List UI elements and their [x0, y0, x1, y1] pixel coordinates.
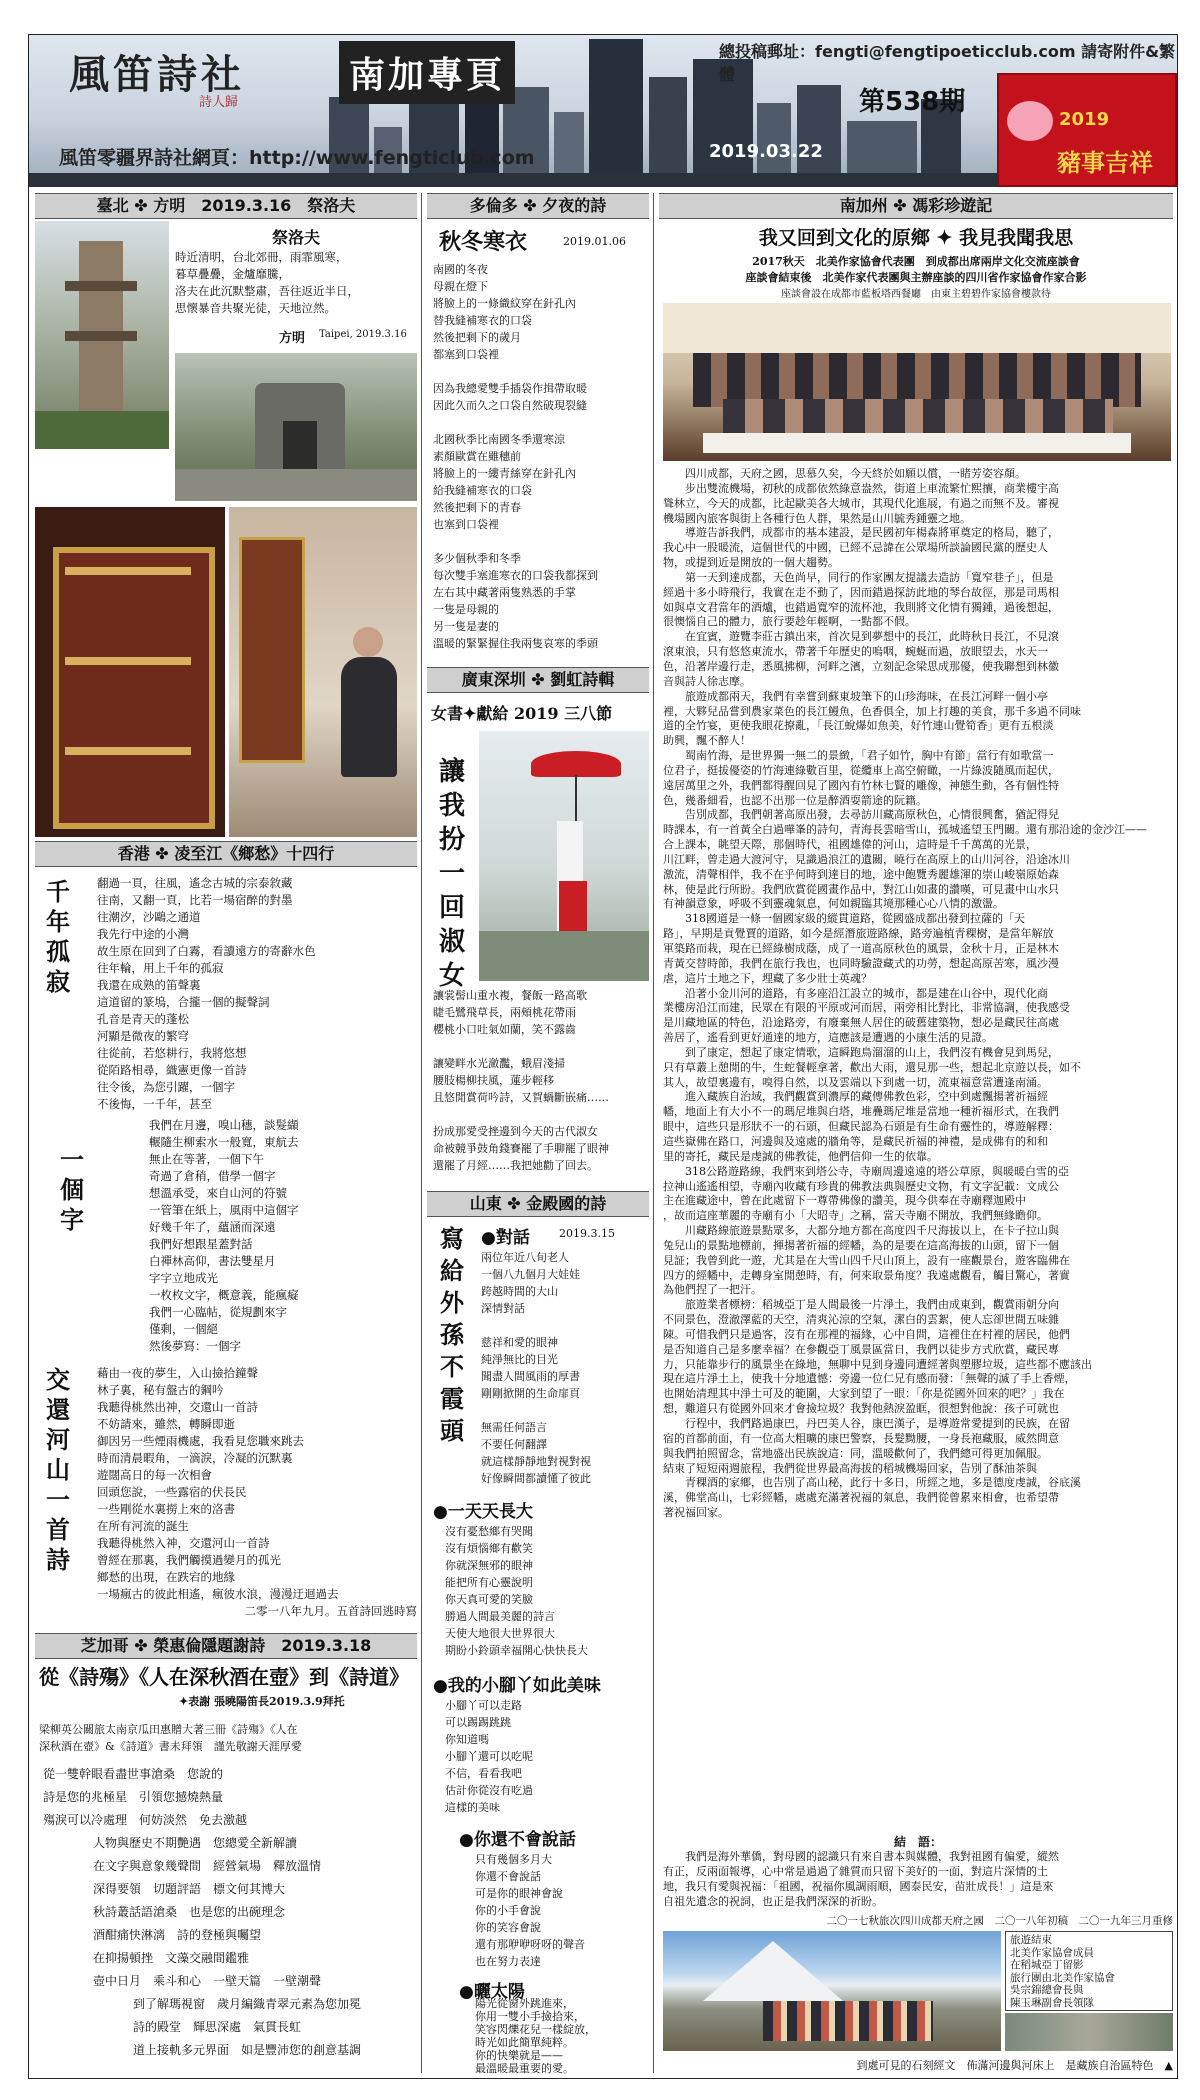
vertical-title-3: 交還河山一首詩	[46, 1365, 70, 1574]
column-divider-2	[653, 193, 654, 2073]
banner	[29, 35, 1177, 187]
website-link[interactable]: 風笛零疆界詩社網頁：http://www.fengticlub.com	[59, 147, 535, 169]
col1-header-chicago: 芝加哥 ✤ 榮惠倫隱題謝詩 2019.3.18	[35, 1633, 417, 1659]
pagoda-photo	[35, 221, 169, 449]
hk-stanza-2: 我們在月邊，嗅山穗，談髮纈 輾隨生柳索水一般寬，東航去 無止在等著，一個下午 奇過了倉稍，借學一個字 想溫承受，來自山河的符號 一管筆在紙上，風雨中這個字 好幾千年了，蘊涵而深遠 我們好想跟星蓋對話 白禪林高仰，書法雙星月 字字立地成光 一枚枚文字，概意義，能瘋癡 我們一心臨帖，從規劃來字 僅剩，一個絕 然後夢寫：一個字	[149, 1118, 299, 1353]
pig-year: 2019	[1059, 109, 1110, 130]
liu-vertical-title: 讓我扮一回淑女	[438, 757, 465, 991]
issue-date: 2019.03.22	[709, 141, 823, 162]
poem1-place-date: Taipei, 2019.3.16	[319, 329, 407, 340]
travelogue-body: 四川成都，天府之國，思慕久矣，今天終於如願以償，一睹芳姿容顏。 步出雙流機場，初秋的成都依然綠意盎然，街道上車流繁忙熙攘，商業樓宇高 聳林立，今天的成都，比起歐美各大城市，其現代化進展，有過之而無不及。審視 機場國內旅客與街上各種行色人群，果然是山川毓秀鍾靈之地。 導遊告訴我們，成都市的基本建設，是民國初年楊森將軍奠定的格局，聽了， 我心中一股暖流，這個世代的中國，已經不忌諱在公眾場所談論國民黨的歷史人 物，或提到近是開放的一個大趨勢。 第一天到達成都，天色尚早，同行的作家團友提議去造訪「寬窄巷子」，但是 經過十多小時飛行，我實在走不動了，因而錯過探訪此地的琴台故徑，那是司馬相 如與卓文君當年的酒爐，也錯過寬窄的流杯池，我則將文化情有獨鍾，過後想起， 很懊惱自己的體力，旅行要趁年輕啊，一點都不假。 在宜賓，遊覽李莊古鎮出來，首次見到夢想中的長江，此時秋日長江，不見滾 滾東浪，只有悠悠東流水，帶著千年歷史的嗚咽，蜿蜒而過，放眼望去，水天一 色，沿著岸邊行走，悉風拂柳，河畔之濱，立刻記念梁思成那優，使我聯想到林徽 音與詩人徐志摩。 旅遊成都兩天，我們有幸嘗到蘇東坡筆下的山珍海味，在長江河畔一個小亭 裡，大夥兒品嘗到農家菜色的長江鰻魚，色香俱全，加上打趣的美食，那千多過不同味 道的全竹宴，更使我眼花撩亂，「長江蛻爆如魚美，好竹連山覺筍香」更有五根淡 助興，飄不醉人！ 蜀南竹海，是世界獨一無二的景緻，「君子如竹，胸中有節」當行有如歌當一 位君子，挺拔優姿的竹海連綠數百里，從纜車上高空俯瞰，一片綠波隨風而起伏， 遠居萬里之外，我們都得醒回見了國內有竹林七賢的雕像，神態生動，各有個性特 色，幾番細看，也認不出那一位是醉酒耍箭途的阮籍。 告別成都，我們朝著高原出發，去尋訪川藏高原秋色，心情很興奮，猶記得兒 時課本，有一首黃全白過嘩峯的詩句，青海長雲暗雪山，孤城遙望玉門關。還有那沿途的金沙江—— 合上課本，眺望天際，那個時代，祖國雄偉的河山，這時是千千萬萬的光景， 川江畔，曾走過大渡河守，見識過浪江的遺關，曉行在高原上的山川河谷，沿途冰川 激流，清聲相伴，我不在乎何時到達目的地，途中飽覽秀麗雄渾的崇山峻嶺原始森 林，使是此行所盼。我們欣賞從國畫作品中，對江山如畫的讚嘆，可見畫中山水只 有神韻意象，呼吸不到靈魂氣息，何如親臨其境那種心心八情的激盪。 318國道是一條一個國家級的縱貫道路，從國盛成都出發到拉薩的「天 路」，早期是貢覺賈的道路，如今是經潛旅遊路線，路旁遍植青稞樹，是當年解放 軍築路而栽，現在已經綠樹成蔭，成了一道高原秋色的風景，金秋十月，正是林木 青黃交替時節，我們在旅行我也，也同時驗證藏式的功勞，想起高原苦寒，風沙漫 虐，這片土地之下，埋藏了多少壯士英魂？ 沿著小金川河的道路，有多座沿江設立的城市，都是建在山谷中，現代化商 業樓房沿江而建，民眾在有限的平原或河而居，兩旁相比對比，非常協調，使我感受 是川藏地區的特色，沿途路旁，有廢棄無人居住的破舊建築物，想必是藏民往高處 善居了，遙看到更好通達的地方，這應該是遭遇的小康生活的見證。 到了康定，想起了康定情歌，這瞬跑鳥溜溜的山上，我們沒有機會見到馬兒， 只有草叢上憩閒的牛，生蛇餐輕拿著，歡出大雨，還見那一些，想起北京遊以長，如不 其人，故望裏邊有，嗅得自然，以及雲端以下到處一切，流東福意當遭逢南涌。 進入藏族自治域，我們觀賞到濃厚的藏傳佛教色彩，空中到處飄揚著祈福經 幡，地面上有大小不一的瑪尼堆與白塔，堆疊瑪尼堆是當地一種祈福形式，在我們 眼中，這些只是形狀不一的石頭，但藏民認為石頭是有生命有靈性的，導遊解釋： 這些嶽佛在路口，河邊與及遠處的牆角等，是藏民祈福的神禮，是成佛有的和和 里的寄托，藏民是虔誠的佛教徒，他們信仰一生的依靠。 318公路遊路線，我們來到塔公寺，寺廟周邊遠遠的塔公草原，與暖暖白雪的亞 拉神山遙遙相望，寺廟內收藏有珍貴的佛教法典與歷史文物，有文字記載：文成公 主在進藏途中，曾在此處留下一尊帶佛像的讚美，現今供奉在寺廟釋迦殿中 ，故而這座華麗的寺廟有小「大昭寺」之稱，當天寺廟不開放，我們無緣瞻仰。 川藏路線旅遊景點眾多，大都分地方都在高度四千尺海拔以上，在卡子拉山與 兔兒山的景點地標前，揮揚著祈福的經幡，為的是要在這高海拔的山頭，留下一個 見証；我曾到此一遊，尤其是在大雪山四千尺山頂上，設有一座觀景台，遊客臨佛在 四方的經幡中，走轉身室閒憩時，有，何來取景角度？我遠處觀看，觸目驚心，著實 為他們捏了一把汗。 旅遊業者標榜：稻城亞丁是人間最後一片淨土，我們由成東到，觀賞雨朝分向 不同景色，澄澈澤藍的天空，清爽沁涼的空氣，潔白的雲絮，使人忘卻世間五味雜 陳。可惜我們只是過客，沒有在那裡的福緣，心中自問，這裡住在村裡的居民，他們 是否知道自己是多麼幸福？在參觀亞丁風景區當日，我們以徒步方式欣賞，藏民專 力，只能靠步行的風景坐在綠地，無聊中見到身邊同遭經著與塑膠垃圾，這些都不應該出 現在這片淨土上，使我十分地遺憾：旁邊一位仁兄有感而發：「無聲的滅了手上香煙， 也開始清理其中淨土可及的範圍，大家到望了一眼：「你是從國外回來的吧？」我在 想，難道只有從國外回來才會撿垃圾？我對他熱淚盈眶，很想對他說：孩子可就也 行程中，我們路過康巴，丹巴美人谷，康巴漢子，是導遊常愛提到的民族，在留 宿的首都前面，有一位高大粗曠的康巴警察，長髮黝腰，一身長袍藏服，威然問意 與我們拍照留念，當地盛出民族說這：同，溫暖歡何了，我們總可得更加佩服。 結束了短短兩週旅程，我們從世界最高海拔的稻城機場回家，告別了酥油茶與 青稞酒的家鄉，也告別了高山秘，此行十多日，所經之地，多是德度虔誠，谷底溪 溪，佛堂高山，七彩經幡，處處充滿著祝福的氣息，我們從曾累來相會，也希望帶 著祝福回家。	[663, 467, 1147, 1520]
jin-vertical-title: 寫給外孫不霞頭	[440, 1224, 464, 1445]
column-divider-1	[421, 193, 422, 2073]
col3-header-socal: 南加州 ✤ 馮彩珍遊記	[659, 193, 1173, 219]
group-photo	[663, 303, 1171, 461]
snow-mountain-group-photo	[663, 1931, 1001, 2051]
issue-number: 第538期	[859, 87, 966, 117]
logo-seal: 詩人歸	[199, 95, 239, 110]
pig-slogan: 豬事吉祥	[1057, 148, 1153, 177]
jin-subtitle-3: ●我的小腳丫如此美味	[433, 1676, 601, 1696]
chicago-subtitle: 梁柳英公關旅太南京瓜田惠贈大著三冊《詩殤》《人在 深秋酒在壺》&《詩道》書未拜領 謹先敬謝天涯厚愛	[39, 1723, 302, 1753]
hk-stanza-1: 翻過一頁，往風，遙念古城的宗泰敘藏 往南，又翻一頁，比若一場宿醉的對墨 往潮汐，沙鷗之通道 我先行中途的小灣 故生原在回到了白霧，看讀遠方的寄辭水色 往年輪，用上千年的孤寂 我還在成熟的笛聲裏 這道留的篆塢，合攏一個的擬聲詞 孔音是青天的蓬松 河顯是微夜的繁穹 往從前，若悠耕行，我將悠想 從陌路相尋，織憲更像一首詩 往令後，為您引躍，一個字 不後悔，一千年，甚至	[97, 876, 316, 1111]
jin-poem-3: 小腳丫可以走路 可以踢踢跳跳 你知道嗎 小腳丫還可以吃呢 不信，看看我吧 估計你從沒有吃過 這樣的美味	[445, 1699, 533, 1814]
poem1-title: 祭洛夫	[271, 228, 320, 247]
newspaper-page	[28, 34, 1178, 2079]
logo: 風笛詩社	[69, 51, 245, 98]
jin-subtitle-1: ●對話	[481, 1228, 530, 1248]
col1-header-taipei: 臺北 ✤ 方明 2019.3.16 祭洛夫	[35, 193, 417, 219]
stone-scripture-photo	[1005, 2013, 1173, 2051]
toronto-poem-title: 秋冬寒衣	[439, 229, 528, 255]
col2-header-shandong: 山東 ✤ 金殿國的詩	[427, 1191, 649, 1217]
section-title: 南加專頁	[339, 41, 515, 104]
toronto-poem-text: 南國的冬夜 母親在燈下 將臉上的一條織紋穿在針孔內 替我縫補寒衣的口袋 然後把剩下的歲月 都塞到口袋裡 因為我總愛雙手插袋作揖帶取暖 因此久而久之口袋自然破現裂縫 北國秋季比南國冬季還寒涼 素顏歐賞在雖穗前 將臉上的一縷青絲穿在針孔內 給我縫補寒衣的口袋 然後把剩下的青春 也塞到口袋裡 多少個秋季和冬季 每次雙手塞進寒衣的口袋我都探到 左右其中藏著兩隻熟悉的手掌 一隻是母親的 另一隻是妻的 溫暖的緊緊握住我兩隻哀寒的季頭	[433, 263, 598, 650]
photo-caption-top: 座談會設在成都市藍板塔西餐廳 由東主碧碧作家協會樓款待	[781, 289, 1051, 300]
jin-subtitle-2: ●一天天長大	[433, 1502, 533, 1522]
chicago-acrostic-poem: 從一雙幹眼看盡世事滄桑 您說的 詩是您的兆極星 引領您撼燒熱量 殤淚可以冷處理 何妨淡然 免去激越 人物與歷史不期艷遇 您總愛全新解讀 在文字與意象幾聲間 經營氣場 釋放溫情 深得要領 切題評語 標文何其博大 秋詩叢話語滄桑 也是您的出碗理念 酒酣痛快淋漓 詩的登極與囑望 在抑揚頓挫 文藻交融間鑑雅 壺中日月 乘斗和心 一壁天篇 一壁潮聲 到了解瑪視窗 歲月編織青翠元素為您加冕 詩的殿堂 輝思深處 氣貫長虹 道上接軌多元界面 如是豐沛您的創意基調	[43, 1767, 362, 2057]
jin-poem-1: 兩位年近八旬老人 一個八九個月大娃娃 跨越時間的大山 深情對話 慈祥和愛的眼神 純淨無比的目光 聞盡人間風雨的厚書 剛剛掀開的生命扉頁 無需任何語言 不要任何翻譯 就這樣靜靜地對視對視 好像瞬間都讀懂了彼此	[481, 1251, 591, 1485]
kneeling-person-photo	[229, 507, 417, 837]
chicago-title: 從《詩殤》《人在深秋酒在壺》到《詩道》	[39, 1665, 409, 1689]
lady-umbrella-photo	[479, 731, 649, 981]
liu-poem-text: 讓裳髻山重水複，餐飯一路高歌 睫毛鷺飛草長，兩頰桃花帶雨 櫻桃小口吐氣如蘭，笑不露齒 讓變畔水光瀲灩，蛾眉淺掃 腰肢楊柳扶風，蓮步輕移 且悠閒賞荷吟詩，又賀蝸斷嵌痛…… 扮成那愛受挫邊到今天的古代淑女 命被競爭鼓角錢賽罷了手聊罷了眼神 還罷了月經……我把她勸了回去。	[433, 989, 609, 1172]
col1-header-hongkong: 香港 ✤ 凌至江《鄉愁》十四行	[35, 841, 417, 867]
hk-stanza-3: 藉由一夜的夢生，入山撿拾鐘聲 林子裏，秘有盤古的鋼吟 我聽得桃然出神，交還山一首詩 不妨請來，雖然，轉瞬即逝 御因另一些煙雨機處，我看見您職來跳去 時而清晨暇角，一滴淚，冷凝的沉默裏 遊闊高日的每一次相會 回頭您說，一些露宿的伏長民 一些剛從水裏撈上來的洛書 在所有河流的誕生 我聽得桃然入神，交還河山一首詩 曾經在那裏，我們觸摸過變月的孤光 鄉愁的出現，在跌宕的地緣 一場瘋古的彼此相遙，瘋彼水浪，漫漫迂迴過去 二零一八年九月。五首詩回逃時寫	[97, 1366, 417, 1618]
memorial-plaque-photo	[35, 507, 225, 837]
jin-subtitle-4: ●你還不會說話	[459, 1830, 576, 1850]
travelogue-subtitle-1: 2017秋天 北美作家協會代表團 到成都出席兩岸文化交流座談會	[752, 255, 1080, 268]
vertical-title-1: 千年孤寂	[46, 877, 70, 996]
jin-subtitle-1-date: 2019.3.15	[559, 1227, 615, 1240]
article-signature: 二〇一七秋旅次四川成都天府之國 二〇一八年初稿 二〇一九年三月重修	[826, 1915, 1173, 1927]
poem1-signature: 方明	[279, 331, 306, 346]
chicago-note: ✦表謝 張曉陽笛長2019.3.9拜托	[179, 1695, 345, 1708]
tomb-photo	[175, 353, 417, 501]
conclusion-label: 結 語：	[893, 1835, 942, 1849]
conclusion-text: 我們是海外華僑，對母國的認識只有來自書本與媒體，我對祖國有偏愛，縱然 有正，反兩面報導，心中常是過過了雜質而只留下美好的一面，對這片深情的土 地，我只有愛與祝福：「祖國，祝福你風調雨順，國泰民安，苗壯成長！」這是來 自祖先遺念的祝詞，也正是我們深深的祈盼。	[663, 1850, 1059, 1908]
poem1-text: 時近清明，台北郊冊，雨霏風寒， 暮草疊疊，金爐靡騰， 洛夫在此沉默整肅，吾往返近半日， 思懷暴音共聚光徒，天地泣然。	[175, 250, 359, 315]
vertical-title-2: 一個字	[60, 1145, 84, 1234]
toronto-poem-date: 2019.01.06	[563, 235, 626, 248]
photo-info-box: 旅遊結束 北美作家協會成員 在稻城亞丁留影 旅行團由北美作家協會 吳宗錦總會長與 陳玉琳副會長領隊	[1005, 1931, 1173, 2011]
travelogue-title: 我又回到文化的原鄉 ✦ 我見我聞我思	[758, 227, 1074, 249]
pig-icon	[1007, 101, 1053, 141]
travelogue-subtitle-2: 座談會結束後 北美作家代表團與主辦座談的四川省作家協會作家合影	[745, 271, 1087, 284]
col2-header-shenzhen: 廣東深圳 ✤ 劉虹詩輯	[427, 667, 649, 693]
col2-header-toronto: 多倫多 ✤ 夕夜的詩	[427, 193, 649, 219]
jin-subtitle-5: ●曬太陽	[459, 1982, 525, 2002]
jin-poem-2: 沒有憂愁鄉有哭聞 沒有煩惱鄉有歡笑 你就深無邪的眼神 能把所有心靈說明 你天真可愛的笑臉 勝過人間最美麗的詩言 天使大地很大世界很大 期盼小鈴頭幸福開心快快長大	[445, 1525, 588, 1657]
liu-poem-title: 女書✦獻給 2019 三八節	[431, 704, 613, 723]
jin-poem-4: 只有幾個多月大 你還不會說話 可是你的眼神會說 你的小手會說 你的笑容會說 還有那咿咿呀呀的聲音 也在努力表達	[475, 1853, 585, 1968]
bottom-photo-caption: 到處可見的石刻經文 佈滿河邊與河床上 是藏族自治區特色 ▲	[856, 2059, 1173, 2072]
jin-poem-5: 陽光從窗外跳進來， 你用一雙小手撿拾來， 笑容閃爍花兒一樣綻放， 時光如此簡單純粹。 你的快樂就是—— 最溫暖最重要的愛。	[475, 1997, 596, 2075]
pig-year-badge	[997, 73, 1177, 187]
submission-email[interactable]: 總投稿郵址：fengti@fengtipoeticclub.com 請寄附件&繁體	[719, 42, 1176, 84]
